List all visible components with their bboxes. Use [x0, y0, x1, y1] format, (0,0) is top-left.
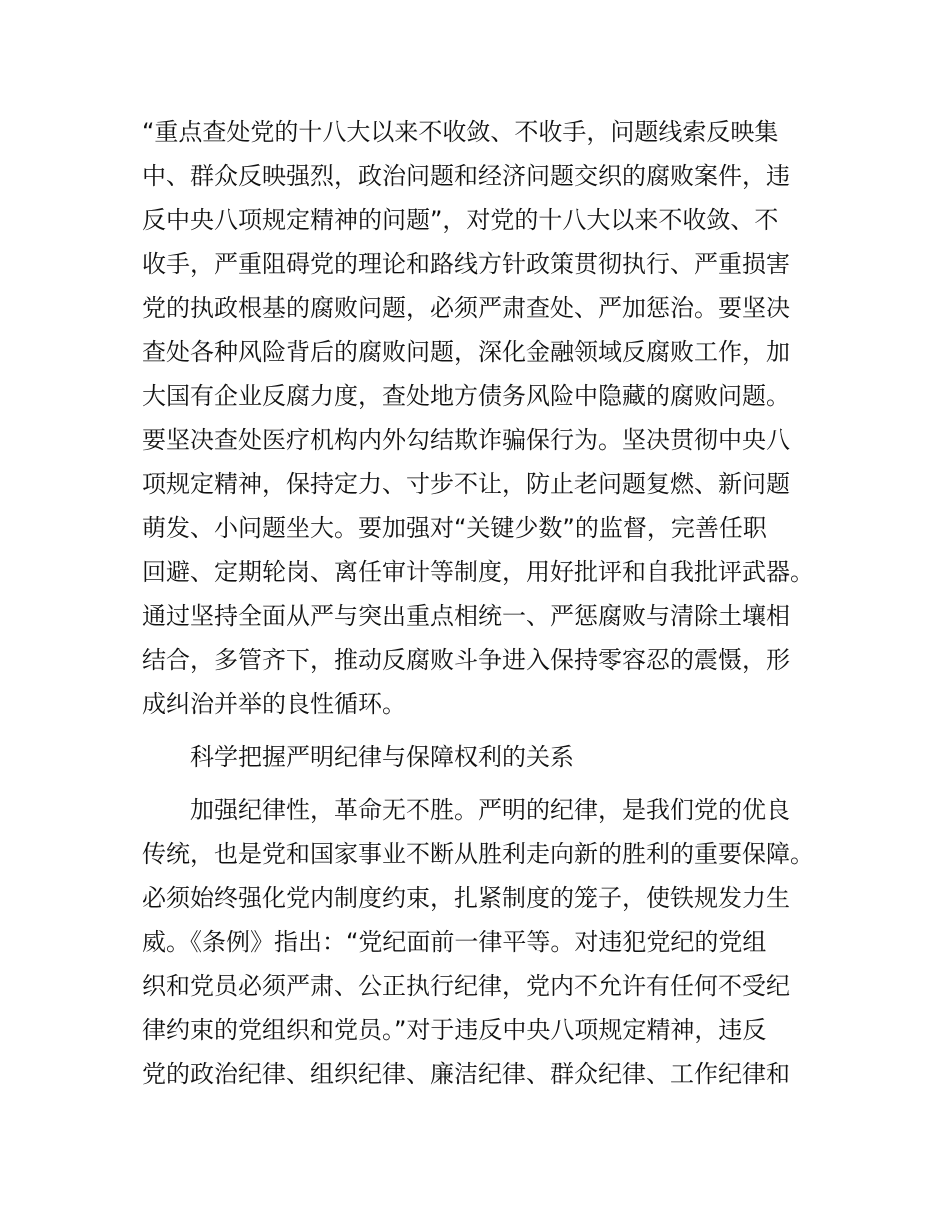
paragraph-1-line-2: 中、群众反映强烈，政治问题和经济问题交织的腐败案件，违: [142, 162, 790, 190]
paragraph-1-line-13: 结合，多管齐下，推动反腐败斗争进入保持零容忍的震慑，形: [142, 646, 790, 674]
paragraph-2-line-1: 加强纪律性，革命无不胜。严明的纪律，是我们党的优良: [190, 796, 790, 824]
paragraph-1-line-12: 通过坚持全面从严与突出重点相统一、严惩腐败与清除土壤相: [142, 602, 790, 630]
paragraph-1-line-4: 收手，严重阻碍党的理论和路线方针政策贯彻执行、严重损害: [142, 250, 790, 278]
paragraph-1-line-11: 回避、定期轮岗、离任审计等制度，用好批评和自我批评武器。: [142, 558, 814, 586]
paragraph-1-line-7: 大国有企业反腐力度，查处地方债务风险中隐藏的腐败问题。: [142, 382, 790, 410]
section-heading: 科学把握严明纪律与保障权利的关系: [190, 743, 574, 771]
paragraph-1-line-3: 反中央八项规定精神的问题”，对党的十八大以来不收敛、不: [142, 206, 779, 234]
paragraph-2-line-6: 律约束的党组织和党员。”对于违反中央八项规定精神，违反: [142, 1016, 767, 1044]
paragraph-2-line-2: 传统，也是党和国家事业不断从胜利走向新的胜利的重要保障。: [142, 840, 814, 868]
paragraph-1-line-6: 查处各种风险背后的腐败问题，深化金融领域反腐败工作，加: [142, 338, 790, 366]
paragraph-1-line-10: 萌发、小问题坐大。要加强对“关键少数”的监督，完善任职: [142, 514, 767, 542]
paragraph-1-line-9: 项规定精神，保持定力、寸步不让，防止老问题复燃、新问题: [142, 470, 790, 498]
paragraph-2-line-4: 威。《条例》指出：“党纪面前一律平等。对违犯党纪的党组: [142, 928, 767, 956]
paragraph-1-line-1: “重点查处党的十八大以来不收敛、不收手，问题线索反映集: [142, 118, 779, 146]
paragraph-1-line-14: 成纠治并举的良性循环。: [142, 690, 406, 718]
paragraph-2-line-3: 必须始终强化党内制度约束，扎紧制度的笼子，使铁规发力生: [142, 884, 790, 912]
paragraph-1-line-8: 要坚决查处医疗机构内外勾结欺诈骗保行为。坚决贯彻中央八: [142, 426, 790, 454]
paragraph-1-line-5: 党的执政根基的腐败问题，必须严肃查处、严加惩治。要坚决: [142, 294, 790, 322]
paragraph-2-line-7: 党的政治纪律、组织纪律、廉洁纪律、群众纪律、工作纪律和: [142, 1060, 790, 1088]
paragraph-2-line-5: 织和党员必须严肃、公正执行纪律，党内不允许有任何不受纪: [142, 972, 790, 1000]
